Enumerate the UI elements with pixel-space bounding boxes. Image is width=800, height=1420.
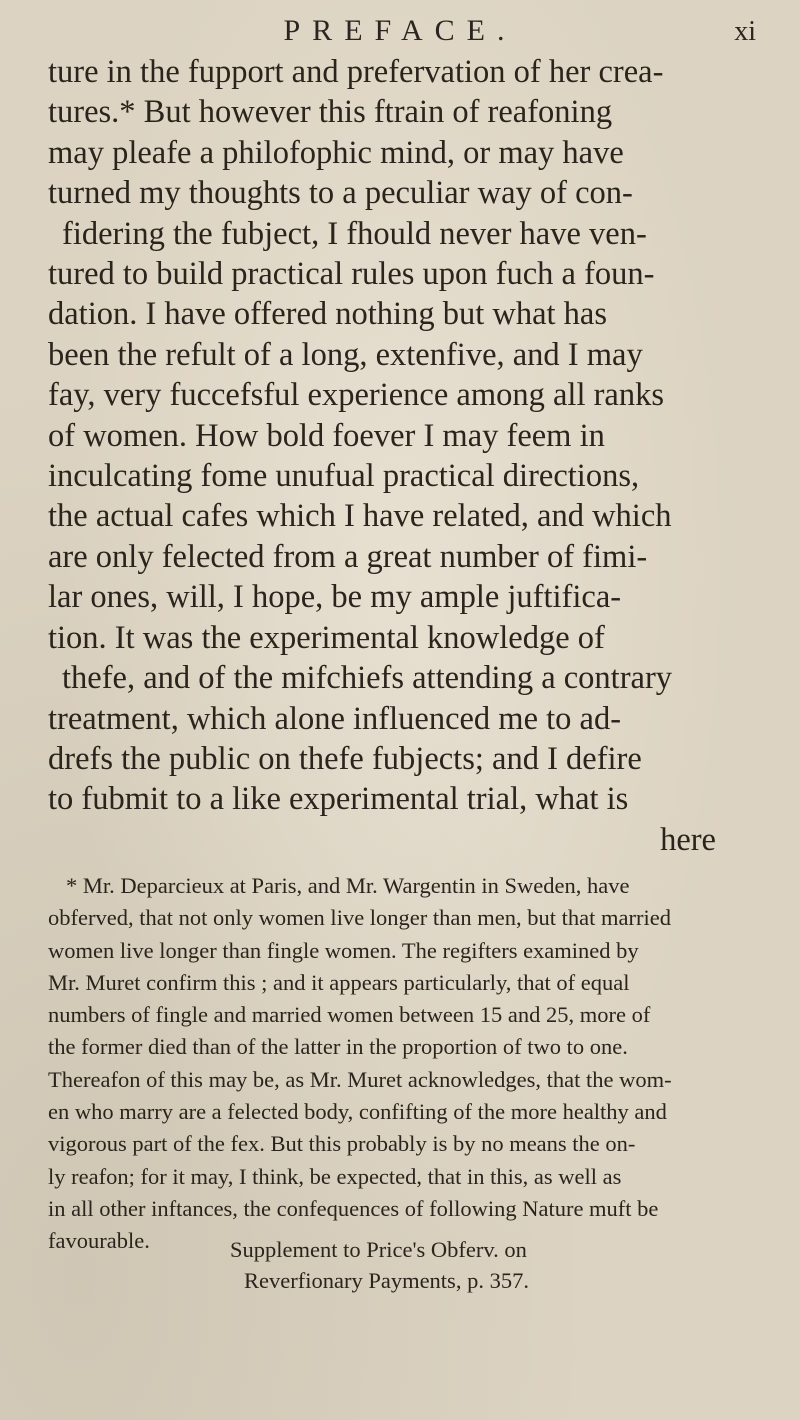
- body-line: drefs the public on thefe fubjects; and I defire: [48, 740, 642, 777]
- footnote-line: Thereafon of this may be, as Mr. Muret acknowledges, that the wom-: [48, 1066, 672, 1092]
- body-line: of women. How bold foever I may feem in: [48, 417, 605, 454]
- footnote: [48, 870, 778, 1258]
- body-line: are only felected from a great number of fimi-: [48, 538, 648, 575]
- body-line: tured to build practical rules upon fuch a foun-: [48, 256, 655, 293]
- footnote-line: women live longer than fingle women. The regifters examined by: [48, 937, 639, 963]
- running-title: PREFACE.: [283, 14, 517, 47]
- body-line: tion. It was the experimental knowledge of: [48, 619, 605, 656]
- body-line: tures.* But however this ftrain of reafoning: [48, 94, 613, 131]
- footnote-line: numbers of fingle and married women between 15 and 25, more of: [48, 1002, 651, 1028]
- body-line: fidering the fubject, I fhould never have ven-: [62, 215, 647, 252]
- footnote-line: in all other inftances, the confequences of following Nature muft be: [48, 1195, 659, 1221]
- footnote-line: favourable.: [48, 1228, 150, 1254]
- page-number: xi: [734, 16, 756, 47]
- footnote-line: ly reafon; for it may, I think, be expected, that in this, as well as: [48, 1163, 622, 1189]
- body-line: inculcating fome unufual practical directions,: [48, 458, 640, 495]
- body-line: thefe, and of the mifchiefs attending a contrary: [62, 660, 673, 697]
- body-line: been the refult of a long, extenfive, and I may: [48, 336, 643, 373]
- catchword: here: [660, 821, 716, 858]
- body-line: ture in the fupport and prefervation of her crea-: [48, 54, 664, 90]
- page-header: [0, 14, 800, 54]
- reference-line: Supplement to Price's Obferv. on: [230, 1237, 527, 1262]
- footnote-reference: [230, 1234, 630, 1296]
- footnote-line: obferved, that not only women live longer than men, but that married: [48, 905, 671, 931]
- body-line: dation. I have offered nothing but what has: [48, 296, 607, 333]
- body-text: [48, 52, 768, 860]
- body-line: turned my thoughts to a peculiar way of con-: [48, 175, 633, 212]
- footnote-line: en who marry are a felected body, confifting of the more healthy and: [48, 1099, 667, 1125]
- footnote-line: vigorous part of the fex. But this probably is by no means the on-: [48, 1131, 636, 1157]
- body-line: lar ones, will, I hope, be my ample juftifica-: [48, 579, 622, 616]
- reference-line: Reverfionary Payments, p. 357.: [244, 1268, 529, 1293]
- body-line: treatment, which alone influenced me to ad-: [48, 700, 622, 737]
- footnote-line: the former died than of the latter in the proportion of two to one.: [48, 1034, 628, 1060]
- body-line: to fubmit to a like experimental trial, what is: [48, 781, 629, 818]
- footnote-line: * Mr. Deparcieux at Paris, and Mr. Wargentin in Sweden, have: [66, 873, 630, 898]
- body-line: the actual cafes which I have related, and which: [48, 498, 672, 535]
- footnote-line: Mr. Muret confirm this ; and it appears particularly, that of equal: [48, 969, 630, 995]
- body-line: may pleafe a philofophic mind, or may have: [48, 134, 624, 171]
- body-line: fay, very fuccefsful experience among all ranks: [48, 377, 664, 414]
